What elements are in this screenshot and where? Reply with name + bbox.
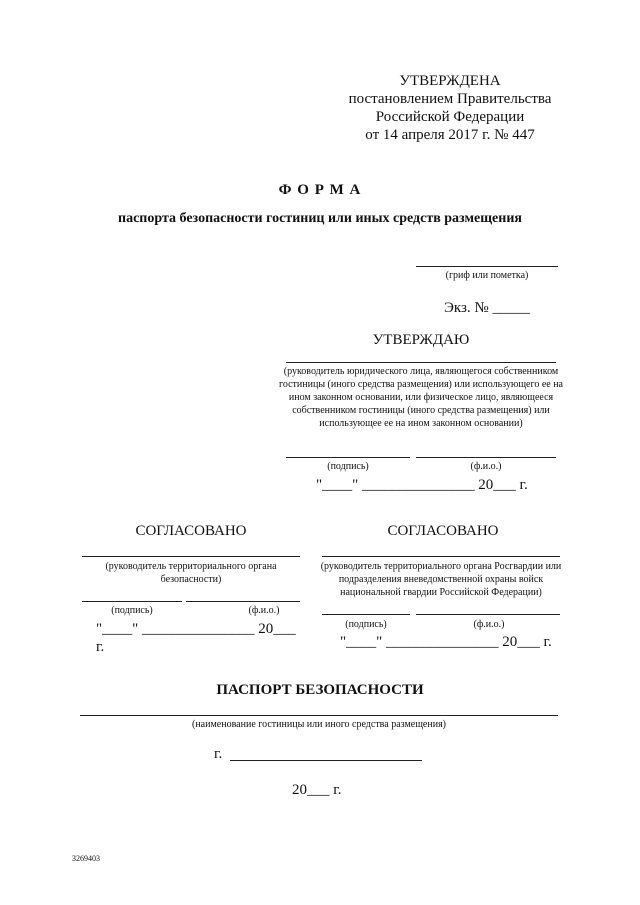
approve-signature-label: (подпись) bbox=[327, 461, 369, 472]
agreed-left-caption: (руководитель территориального органа безопасности) bbox=[105, 561, 277, 585]
agreed-right-caption: (руководитель территориального органа Росгвардии или подразделения вневедомственной охраны войск национальной гвардии Российской Федерации) bbox=[320, 561, 562, 598]
agreed-right-signature-line bbox=[322, 614, 410, 615]
approve-signature-line bbox=[286, 457, 410, 458]
approval-title: УТВЕРЖДЕНА bbox=[399, 73, 501, 89]
passport-city-label: г. bbox=[214, 746, 223, 762]
document-number: 3269403 bbox=[72, 854, 100, 863]
approval-block bbox=[330, 72, 570, 144]
approve-name-line bbox=[286, 362, 556, 363]
agreed-left-title: СОГЛАСОВАНО bbox=[135, 523, 247, 539]
approve-caption: (руководитель юридического лица, являющегося собственником гостиницы (иного средства размещения) или использующего ее на ином законном основании, или физическое лицо, являющееся собственником гостиницы (иного средства размещения) или использующее ее на ином законном основании) bbox=[279, 366, 563, 429]
approve-name-label: (ф.и.о.) bbox=[470, 461, 502, 472]
passport-caption: (наименование гостиницы или иного средства размещения) bbox=[192, 719, 446, 730]
agreed-left-name-label: (ф.и.о.) bbox=[248, 605, 280, 616]
agreed-left-signature-line bbox=[82, 601, 182, 602]
agreed-right-name-sign-line bbox=[416, 614, 560, 615]
form-title: Ф О Р М А bbox=[278, 182, 362, 198]
agreed-right-signature-label: (подпись) bbox=[345, 619, 387, 630]
agreed-right-name-line bbox=[322, 556, 560, 557]
copy-number-label: Экз. № _____ bbox=[444, 300, 530, 316]
approval-line-2: Российской Федерации bbox=[375, 109, 525, 125]
agreed-left-name-line bbox=[82, 556, 300, 557]
agreed-left-name-sign-line bbox=[186, 601, 300, 602]
approve-title: УТВЕРЖДАЮ bbox=[372, 332, 470, 348]
approve-date: "____" _______________ 20___ г. bbox=[316, 477, 528, 493]
agreed-right-name-label: (ф.и.о.) bbox=[473, 619, 505, 630]
agreed-right-title: СОГЛАСОВАНО bbox=[387, 523, 499, 539]
agreed-left-signature-label: (подпись) bbox=[111, 605, 153, 616]
approval-line-3: от 14 апреля 2017 г. № 447 bbox=[365, 127, 535, 143]
passport-city-line bbox=[230, 760, 422, 761]
form-subtitle: паспорта безопасности гостиниц или иных средств размещения bbox=[118, 211, 522, 226]
stamp-line bbox=[416, 266, 558, 267]
approve-name-sign-line bbox=[416, 457, 556, 458]
agreed-right-date: "____" _______________ 20___ г. bbox=[340, 634, 552, 650]
passport-title: ПАСПОРТ БЕЗОПАСНОСТИ bbox=[216, 682, 424, 698]
stamp-label: (гриф или пометка) bbox=[445, 270, 529, 281]
approval-line-1: постановлением Правительства bbox=[348, 91, 552, 107]
passport-name-line bbox=[80, 715, 558, 716]
passport-year: 20___ г. bbox=[292, 782, 342, 798]
agreed-left-date: "____" _______________ 20___ г. bbox=[96, 621, 296, 655]
